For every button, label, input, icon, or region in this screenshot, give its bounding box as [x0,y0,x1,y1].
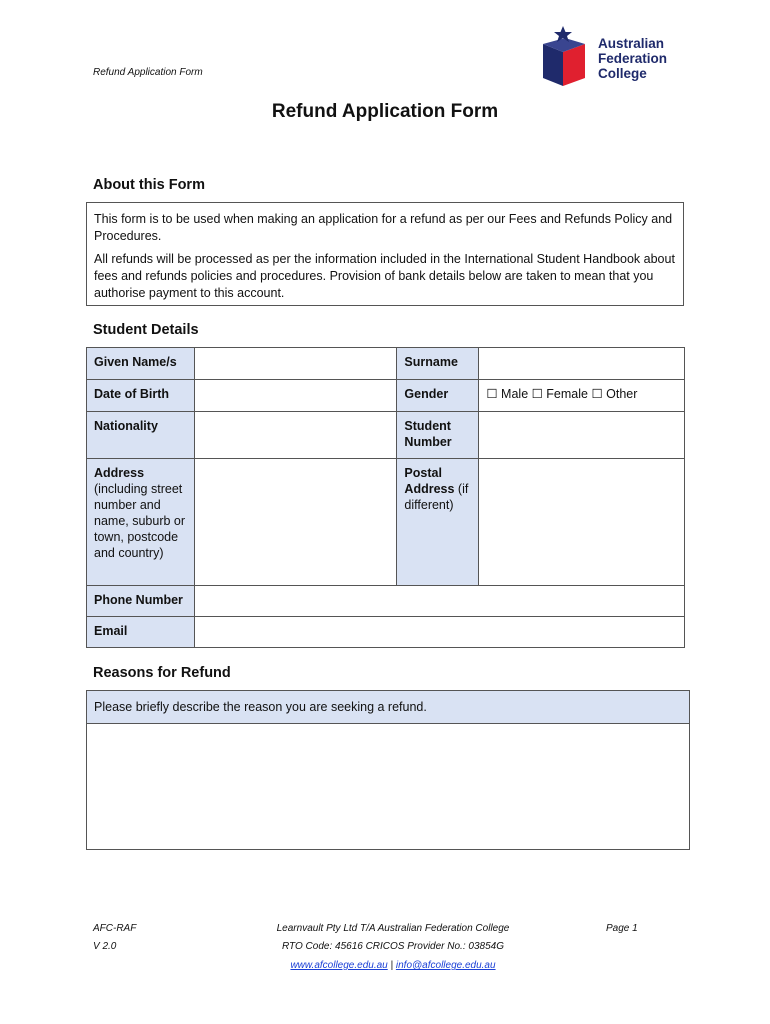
nationality-field[interactable] [194,412,397,459]
nationality-label: Nationality [87,412,195,459]
about-box [86,202,684,306]
surname-field[interactable] [479,348,685,380]
about-paragraph-2: All refunds will be processed as per the information included in the International Student Handbook about fees and refunds policies and procedures. Provision of bank details below are taken to mean that you authorise payment to this account. [94,252,675,300]
postal-address-label [397,459,479,586]
logo-line-1: Australian [598,36,665,51]
logo-emblem [541,26,597,88]
email-label: Email [87,617,195,648]
website-link[interactable]: www.afcollege.edu.au [290,960,388,971]
postal-address-label-line-2: Address [404,482,455,496]
address-label-title: Address [94,466,145,480]
logo-line-2: Federation [598,51,668,66]
logo-wordmark [598,36,667,81]
footer-page-number: Page 1 [606,923,638,934]
email-link[interactable]: info@afcollege.edu.au [395,960,496,971]
given-names-label: Given Name/s [87,348,195,380]
student-details-table [86,347,685,648]
dob-label: Date of Birth [87,380,195,412]
dob-field[interactable] [194,380,397,412]
postal-address-label-line-1: Postal [404,466,442,480]
surname-label: Surname [397,348,479,380]
reasons-heading: Reasons for Refund [93,665,231,681]
student-number-label [397,412,479,459]
student-number-label-line-1: Student [404,419,451,433]
reasons-field[interactable] [86,723,690,850]
given-names-field[interactable] [194,348,397,380]
address-label [87,459,195,586]
college-logo [541,26,681,88]
gender-label: Gender [397,380,479,412]
phone-label: Phone Number [87,586,195,617]
student-number-label-line-2: Number [404,435,452,449]
footer-version: V 2.0 [93,941,117,952]
reasons-prompt: Please briefly describe the reason you are seeking a refund. [86,690,690,724]
postal-address-note-1: (if [454,482,469,496]
logo-line-3: College [598,66,647,81]
footer-link-separator: | [387,960,396,971]
student-number-field[interactable] [479,412,685,459]
phone-field[interactable] [194,586,684,617]
page-title: Refund Application Form [271,101,499,122]
address-label-note: (including street number and name, suburb or town, postcode and country) [94,482,186,560]
postal-address-note-2: different) [404,498,454,512]
footer-links [0,960,770,971]
about-paragraph-1: This form is to be used when making an application for a refund as per our Fees and Refunds Policy and Procedures. [94,212,673,243]
address-field[interactable] [194,459,397,586]
header-document-label: Refund Application Form [93,67,203,78]
postal-address-field[interactable] [479,459,685,586]
gender-options[interactable]: ☐ Male ☐ Female ☐ Other [479,380,685,412]
footer-company: Learnvault Pty Ltd T/A Australian Federation College [276,923,510,934]
email-field[interactable] [194,617,684,648]
footer-form-code: AFC-RAF [93,923,137,934]
about-heading: About this Form [93,177,205,193]
student-details-heading: Student Details [93,322,199,338]
footer-rto: RTO Code: 45616 CRICOS Provider No.: 03854G [282,941,504,952]
